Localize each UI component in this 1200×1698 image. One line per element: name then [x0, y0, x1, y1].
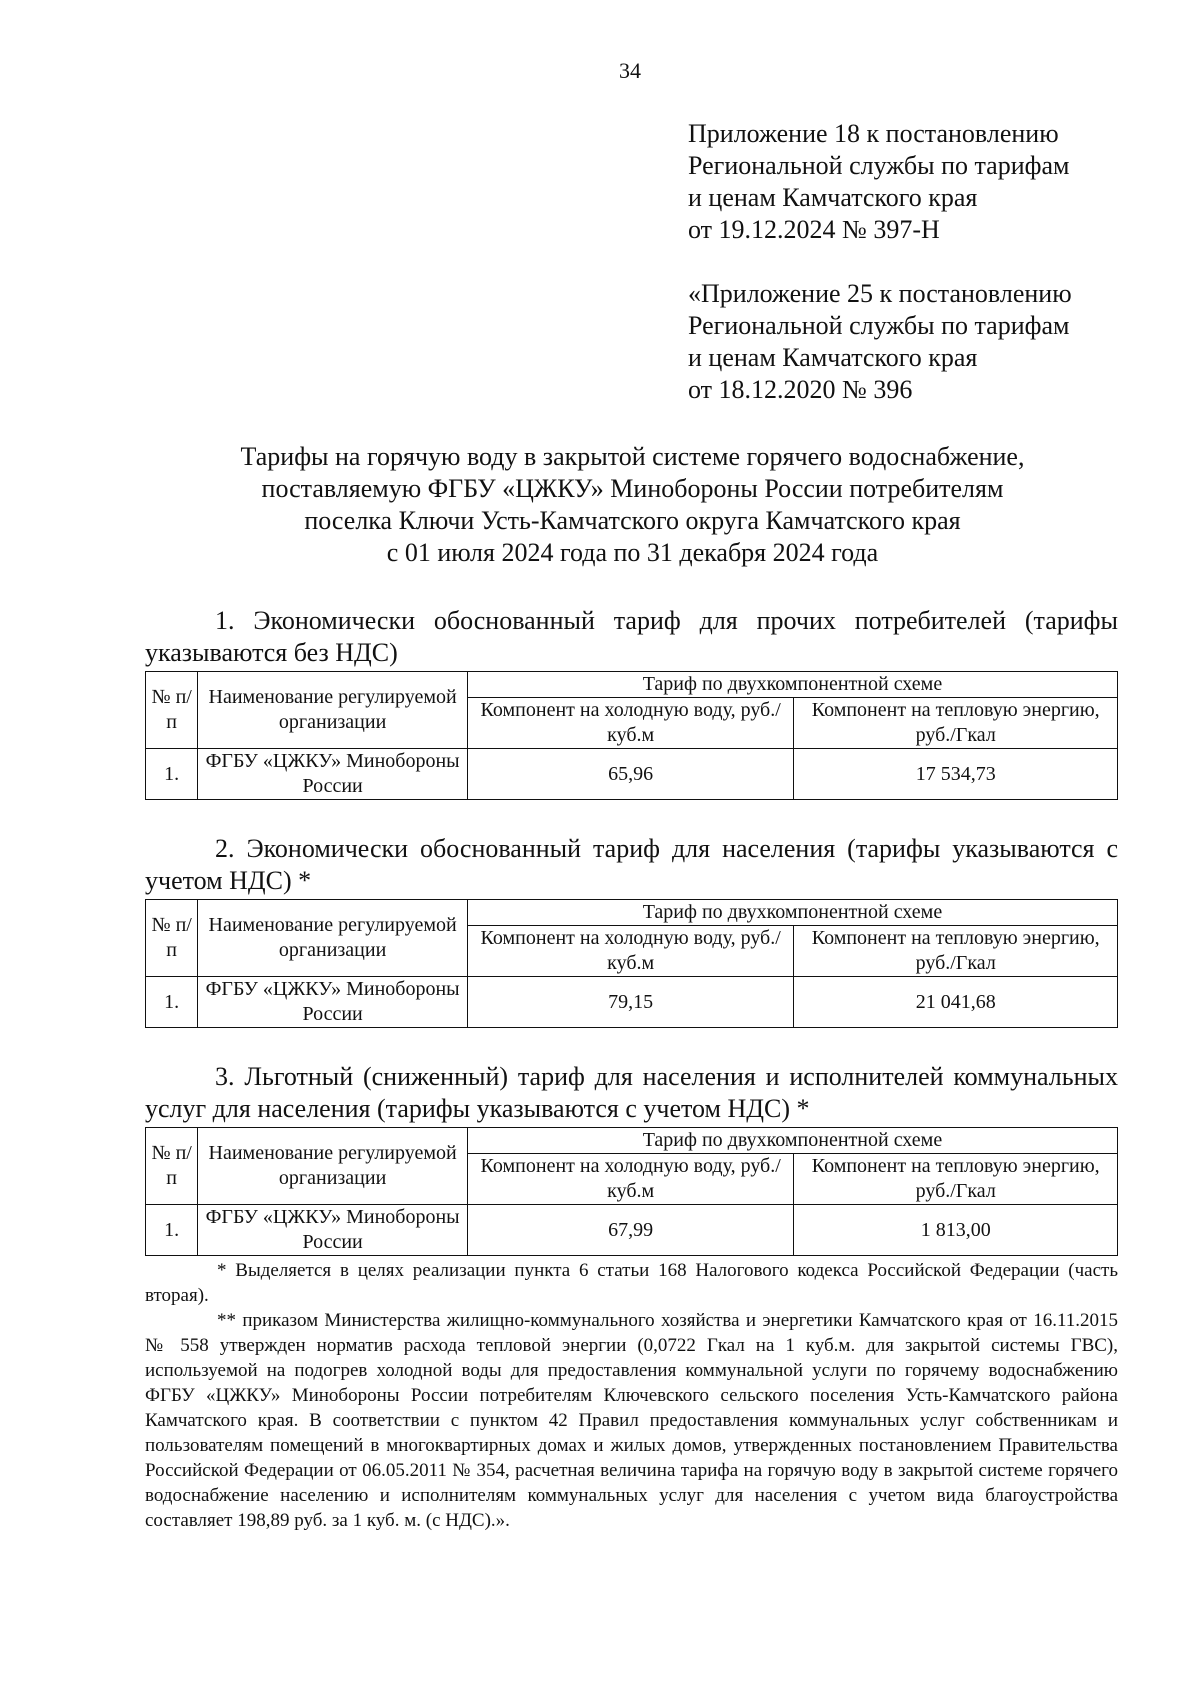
- table-row: [146, 749, 1118, 800]
- row-cold-water: 79,15: [467, 977, 794, 1028]
- header-organization: Наименование регулируемой организации: [198, 1128, 468, 1205]
- tariff-table-3: [145, 1127, 1118, 1256]
- annex-line: Приложение 18 к постановлению: [688, 119, 1059, 148]
- footnotes: [145, 1258, 1118, 1533]
- tariff-table-2: [145, 899, 1118, 1028]
- footnote-normative: ** приказом Министерства жилищно-коммунального хозяйства и энергетики Камчатского края от 16.11.2015 № 558 утвержден норматив расхода тепловой энергии (0,0722 Гкал на 1 куб.м. для закрытой системы ГВС), используемой на подогрев холодной воды для предоставления коммунальной услуги по горячему водоснабжению ФГБУ «ЦЖКУ» Минобороны России потребителям Ключевского сельского поселения Усть-Камчатского района Камчатского края. В соответствии с пунктом 42 Правил предоставления коммунальных услуг собственникам и пользователям помещений в многоквартирных домах и жилых домов, утвержденных постановлением Правительства Российской Федерации от 06.05.2011 № 354, расчетная величина тарифа на горячую воду в закрытой системе горячего водоснабжение населению и исполнителям коммунальных услуг для населения с учетом вида благоустройства составляет 198,89 руб. за 1 куб. м. (с НДС).».: [145, 1310, 1118, 1531]
- table-row: [146, 977, 1118, 1028]
- row-cold-water: 67,99: [467, 1205, 794, 1256]
- header-organization: Наименование регулируемой организации: [198, 900, 468, 977]
- annex-line: от 19.12.2024 № 397-Н: [688, 215, 940, 244]
- row-organization: ФГБУ «ЦЖКУ» Минобороны России: [198, 1205, 468, 1256]
- table-row: [146, 1205, 1118, 1256]
- document-title: [145, 441, 1120, 569]
- header-no: № п/п: [146, 1128, 198, 1205]
- annex-line: и ценам Камчатского края: [688, 343, 978, 372]
- annex-header-amended: [688, 278, 1072, 406]
- header-organization: Наименование регулируемой организации: [198, 672, 468, 749]
- header-no: № п/п: [146, 672, 198, 749]
- tariff-table-1: [145, 671, 1118, 800]
- row-no: 1.: [146, 749, 198, 800]
- header-heat-energy: Компонент на тепловую энергию, руб./Гкал: [794, 698, 1118, 749]
- header-cold-water: Компонент на холодную воду, руб./куб.м: [467, 1154, 794, 1205]
- row-heat-energy: 21 041,68: [794, 977, 1118, 1028]
- annex-line: и ценам Камчатского края: [688, 183, 978, 212]
- header-no: № п/п: [146, 900, 198, 977]
- row-heat-energy: 17 534,73: [794, 749, 1118, 800]
- row-organization: ФГБУ «ЦЖКУ» Минобороны России: [198, 977, 468, 1028]
- header-cold-water: Компонент на холодную воду, руб./куб.м: [467, 698, 794, 749]
- annex-line: от 18.12.2020 № 396: [688, 375, 913, 404]
- header-cold-water: Компонент на холодную воду, руб./куб.м: [467, 926, 794, 977]
- annex-line: «Приложение 25 к постановлению: [688, 279, 1072, 308]
- row-organization: ФГБУ «ЦЖКУ» Минобороны России: [198, 749, 468, 800]
- row-heat-energy: 1 813,00: [794, 1205, 1118, 1256]
- header-scheme: Тариф по двухкомпонентной схеме: [467, 672, 1117, 698]
- tariff-section-2: [145, 833, 1118, 1028]
- title-line: Тарифы на горячую воду в закрытой системе горячего водоснабжение,: [240, 442, 1025, 471]
- header-scheme: Тариф по двухкомпонентной схеме: [467, 900, 1117, 926]
- section-heading: 2. Экономически обоснованный тариф для населения (тарифы указываются с учетом НДС) *: [145, 834, 1118, 895]
- page-number: 34: [619, 58, 641, 83]
- tariff-section-3: [145, 1061, 1118, 1256]
- row-no: 1.: [146, 1205, 198, 1256]
- header-heat-energy: Компонент на тепловую энергию, руб./Гкал: [794, 1154, 1118, 1205]
- footnote-vat: * Выделяется в целях реализации пункта 6 статьи 168 Налогового кодекса Российской Федерации (часть вторая).: [145, 1260, 1118, 1306]
- section-heading: 3. Льготный (сниженный) тариф для населения и исполнителей коммунальных услуг для населения (тарифы указываются с учетом НДС) *: [145, 1062, 1118, 1123]
- tariff-section-1: [145, 605, 1118, 800]
- title-line: поставляемую ФГБУ «ЦЖКУ» Минобороны России потребителям: [261, 474, 1004, 503]
- annex-line: Региональной службы по тарифам: [688, 151, 1070, 180]
- title-line: с 01 июля 2024 года по 31 декабря 2024 года: [386, 538, 879, 567]
- annex-header-current: [688, 118, 1069, 246]
- row-cold-water: 65,96: [467, 749, 794, 800]
- header-heat-energy: Компонент на тепловую энергию, руб./Гкал: [794, 926, 1118, 977]
- header-scheme: Тариф по двухкомпонентной схеме: [467, 1128, 1117, 1154]
- section-heading: 1. Экономически обоснованный тариф для прочих потребителей (тарифы указываются без НДС): [145, 606, 1118, 667]
- row-no: 1.: [146, 977, 198, 1028]
- annex-line: Региональной службы по тарифам: [688, 311, 1070, 340]
- title-line: поселка Ключи Усть-Камчатского округа Камчатского края: [304, 506, 961, 535]
